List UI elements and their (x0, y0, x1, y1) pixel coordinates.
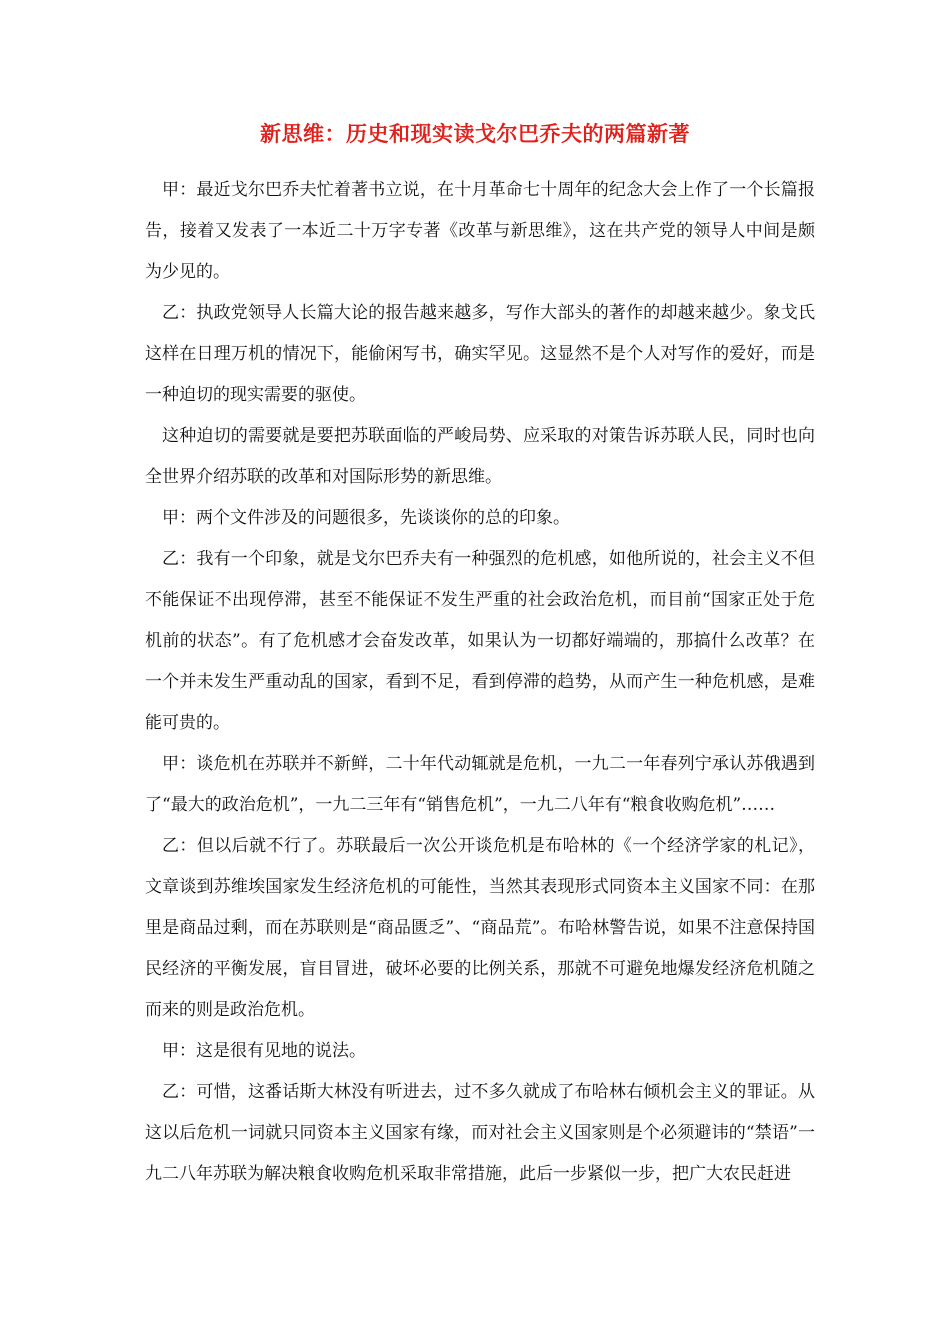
paragraph-3: 这种迫切的需要就是要把苏联面临的严峻局势、应采取的对策告诉苏联人民，同时也向全世界介绍苏联的改革和对国际形势的新思维。 (145, 426, 815, 487)
paragraph-9: 乙：可惜，这番话斯大林没有听进去，过不多久就成了布哈林右倾机会主义的罪证。从这以后危机一词就只同资本主义国家有缘，而对社会主义国家则是个必须避讳的“禁语”一九二八年苏联为解决粮食收购危机采取非常措施，此后一步紧似一步，把广大农民赶进 (145, 1082, 815, 1184)
document-title: 新思维：历史和现实读戈尔巴乔夫的两篇新著 (260, 121, 690, 146)
document-body (145, 170, 815, 1195)
paragraph-4: 甲：两个文件涉及的问题很多，先谈谈你的总的印象。 (162, 508, 570, 528)
paragraph-5: 乙：我有一个印象，就是戈尔巴乔夫有一种强烈的危机感，如他所说的，社会主义不但不能保证不出现停滞，甚至不能保证不发生严重的社会政治危机，而目前“国家正处于危机前的状态”。有了危机感才会奋发改革，如果认为一切都好端端的，那搞什么改革？在一个并未发生严重动乱的国家，看到不足，看到停滞的趋势，从而产生一种危机感，是难能可贵的。 (145, 549, 815, 733)
paragraph-7: 乙：但以后就不行了。苏联最后一次公开谈危机是布哈林的《一个经济学家的札记》，文章谈到苏维埃国家发生经济危机的可能性，当然其表现形式同资本主义国家不同：在那里是商品过剩，而在苏联则是“商品匮乏”、“商品荒”。布哈林警告说，如果不注意保持国民经济的平衡发展，盲目冒进，破坏必要的比例关系，那就不可避免地爆发经济危机随之而来的则是政治危机。 (145, 836, 815, 1020)
paragraph-6: 甲：谈危机在苏联并不新鲜，二十年代动辄就是危机，一九二一年春列宁承认苏俄遇到了“最大的政治危机”，一九二三年有“销售危机”，一九二八年有“粮食收购危机”…… (145, 754, 815, 815)
paragraph-1: 甲：最近戈尔巴乔夫忙着著书立说，在十月革命七十周年的纪念大会上作了一个长篇报告，接着又发表了一本近二十万字专著《改革与新思维》，这在共产党的领导人中间是颇为少见的。 (145, 180, 815, 282)
paragraph-8: 甲：这是很有见地的说法。 (162, 1041, 366, 1061)
paragraph-2: 乙：执政党领导人长篇大论的报告越来越多，写作大部头的著作的却越来越少。象戈氏这样在日理万机的情况下，能偷闲写书，确实罕见。这显然不是个人对写作的爱好，而是一种迫切的现实需要的驱使。 (145, 303, 815, 405)
